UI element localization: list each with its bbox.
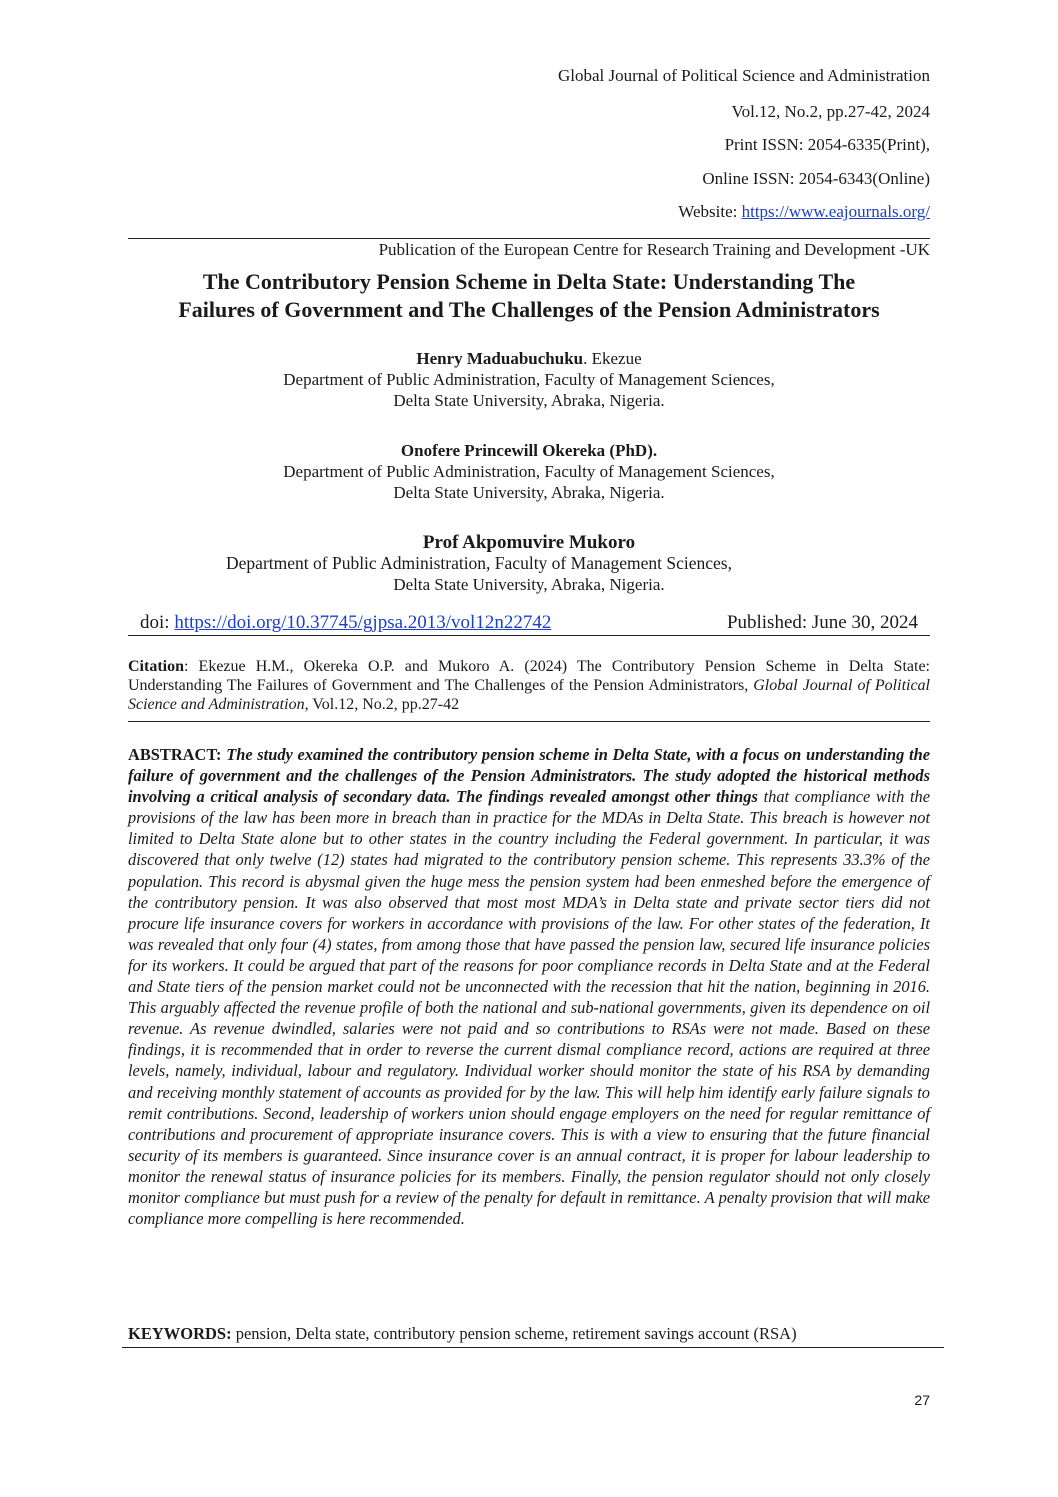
- abstract-lead: The study examined the contributory pension scheme in Delta State, with a focus on understanding the failure of government and the challenges of the Pension Administrators. The study adopted the historical methods involving a critical analysis of secondary data. The findings revealed amongst other things: [128, 745, 930, 807]
- doi-divider: [128, 635, 930, 636]
- author-university: Delta State University, Abraka, Nigeria.: [393, 483, 665, 502]
- author-department: Department of Public Administration, Faculty of Management Sciences,: [283, 370, 775, 389]
- keywords-divider: [122, 1347, 944, 1348]
- title-line-1: The Contributory Pension Scheme in Delta State: Understanding The: [202, 269, 856, 294]
- citation: [128, 657, 930, 714]
- keywords-label: KEYWORDS:: [128, 1324, 232, 1343]
- abstract-body: that compliance with the provisions of the law has been more in breach than in practice for the MDAs in Delta State. This breach is however not limited to Delta State alone but to other states in the country including the Federal government. In particular, it was discovered that only twelve (12) states had migrated to the contributory pension scheme. This represents 33.3% of the population. This record is abysmal given the huge mess the pension system had been enmeshed before the emergence of the contributory pension. It was also observed that most most MDA’s in Delta state and private sector tiers did not procure life insurance covers for workers in accordance with provisions of the law. For other states of the federation, It was revealed that only four (4) states, from among those that have passed the pension law, secured life insurance policies for its workers. It could be argued that part of the reasons for poor compliance records in Delta State and at the Federal and State tiers of the pension market could not be unconnected with the recession that hit the nation, beginning in 2016. This arguably affected the revenue profile of both the national and sub-national governments, given its dependence on oil revenue. As revenue dwindled, salaries were not paid and so contributions to RSAs were not made. Based on these findings, it is recommended that in order to reverse the current dismal compliance record, actions are required at three levels, namely, individual, labour and regulatory. Individual worker should monitor the state of his RSA by demanding and receiving monthly statement of accounts as provided for by the law. This will help him identify early failure signals to remit contributions. Second, leadership of workers union should engage employers on the need for regular remittance of contributions and procurement of appropriate insurance covers. This is with a view to ensuring that the future financial security of its members is guaranteed. Since insurance cover is an annual contract, it is proper for labour leadership to monitor the renewal status of insurance policies for its members. Finally, the pension regulator should not only closely monitor compliance but must push for a review of the penalty for default in remittance. A penalty provision that will make compliance more compelling is here recommended.: [128, 787, 930, 1229]
- author-block-2: [128, 440, 930, 503]
- citation-label: Citation: [128, 658, 184, 675]
- published-date: Published: June 30, 2024: [726, 612, 918, 633]
- print-issn: Print ISSN: 2054-6335(Print),: [724, 135, 930, 154]
- journal-name: Global Journal of Political Science and Administration: [557, 66, 930, 85]
- author-department: Department of Public Administration, Faculty of Management Sciences,: [226, 553, 732, 573]
- paper-title: [100, 268, 958, 324]
- online-issn: Online ISSN: 2054-6343(Online): [702, 169, 930, 188]
- author-name: Onofere Princewill Okereka (PhD).: [400, 441, 658, 460]
- doi: [140, 612, 551, 634]
- website-link[interactable]: https://www.eajournals.org/: [741, 202, 930, 221]
- publisher-line: Publication of the European Centre for Research Training and Development -UK: [378, 240, 930, 259]
- doi-link[interactable]: https://doi.org/10.37745/gjpsa.2013/vol12n22742: [174, 612, 552, 633]
- citation-journal: Global Journal of Political Science and Administration: [128, 677, 931, 713]
- header-divider: [128, 238, 930, 239]
- author-university: Delta State University, Abraka, Nigeria.: [393, 391, 665, 410]
- author-name: Prof Akpomuvire Mukoro: [422, 532, 636, 553]
- title-line-2: Failures of Government and The Challenges of the Pension Administrators: [178, 297, 880, 322]
- volume-info: Vol.12, No.2, pp.27-42, 2024: [731, 102, 930, 121]
- author-name: Henry Maduabuchuku: [416, 349, 584, 368]
- author-name-suffix: . Ekezue: [583, 349, 642, 368]
- author-department: Department of Public Administration, Faculty of Management Sciences,: [283, 462, 775, 481]
- abstract: [128, 744, 930, 1229]
- abstract-label: ABSTRACT:: [128, 745, 222, 764]
- keywords-text: pension, Delta state, contributory pension scheme, retirement savings account (RSA): [231, 1324, 797, 1343]
- citation-text: : Ekezue H.M., Okereka O.P. and Mukoro A. (2024) The Contributory Pension Scheme in Delta State: Understanding The Failures of Government and The Challenges of the Pension Administrators,: [128, 658, 930, 694]
- keywords: [128, 1324, 930, 1344]
- author-block-1: [128, 348, 930, 411]
- website-label: Website:: [678, 202, 742, 221]
- doi-label: doi:: [140, 612, 175, 633]
- citation-divider: [128, 721, 930, 722]
- citation-tail: , Vol.12, No.2, pp.27-42: [304, 696, 460, 713]
- author-university: Delta State University, Abraka, Nigeria.: [393, 575, 665, 594]
- website-line: [678, 202, 930, 222]
- author-block-3: [128, 532, 930, 595]
- page-number: 27: [914, 1392, 930, 1408]
